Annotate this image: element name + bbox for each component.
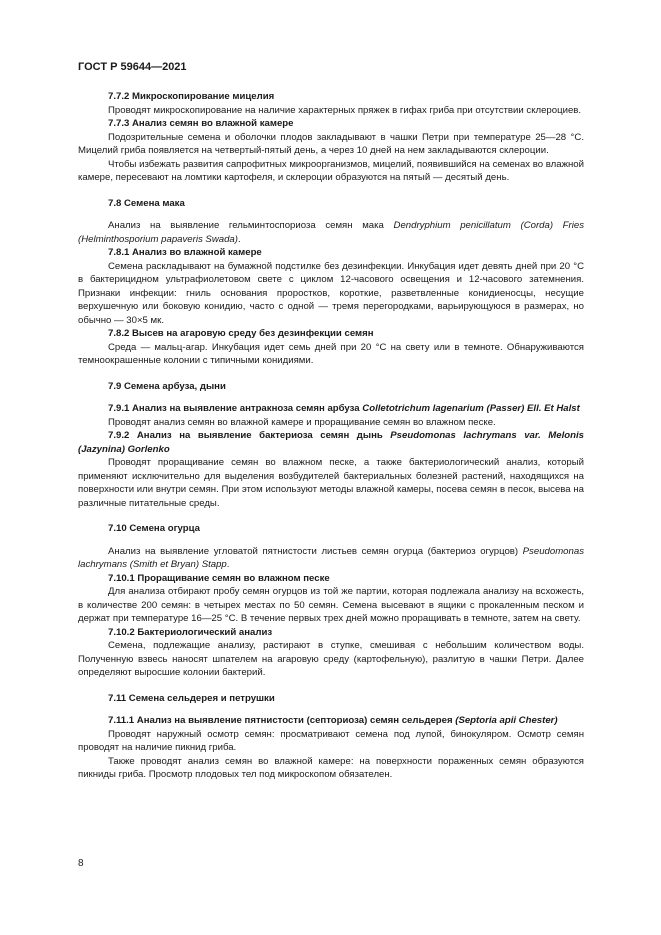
document-body <box>78 90 584 782</box>
page-number: 8 <box>78 858 84 869</box>
paragraph: Анализ на выявление гельминтоспориоза семян мака Dendryphium penicillatum (Corda) Fries (Helminthosporium papaveris Swada). <box>78 220 584 245</box>
paragraph: Семена, подлежащие анализу, растирают в ступке, смешивая с небольшим количеством воды. Полученную взвесь наносят шпателем на агаровую среду (картофельную), разлитую в чашки Петри. Далее определяют выросшие колонии бактерий. <box>78 640 584 678</box>
paragraph: Также проводят анализ семян во влажной камере: на поверхности пораженных семян образуются пикниды гриба. Просмотр плодовых тел под микроскопом обязателен. <box>78 755 584 780</box>
section-heading-7-9-1: 7.9.1 Анализ на выявление антракноза семян арбуза Colletotrichum lagenarium (Passer) Ell. Et Halst <box>108 403 580 414</box>
section-heading-7-7-3: 7.7.3 Анализ семян во влажной камере <box>108 118 294 129</box>
section-heading-7-11: 7.11 Семена сельдерея и петрушки <box>108 692 275 704</box>
paragraph: Среда — мальц-агар. Инкубация идет семь дней при 20 °С на свету или в темноте. Обнаруживаются темноокрашенные колонии с типичными конидиями. <box>78 341 584 366</box>
section-heading-7-11-1: 7.11.1 Анализ на выявление пятнистости (септориоза) семян сельдерея (Septoria apii Chester) <box>108 715 558 726</box>
section-heading-7-8-1: 7.8.1 Анализ во влажной камере <box>108 247 262 258</box>
section-heading-7-10-1: 7.10.1 Проращивание семян во влажном песке <box>108 572 330 584</box>
section-heading-7-8-2: 7.8.2 Высев на агаровую среду без дезинфекции семян <box>108 328 374 339</box>
paragraph: Анализ на выявление угловатой пятнистости листьев семян огурца (бактериоз огурцов) Pseudomonas lachrymans (Smith et Bryan) Stapp. <box>78 545 584 570</box>
paragraph: Чтобы избежать развития сапрофитных микроорганизмов, мицелий, появившийся на семенах во влажной камере, пересевают на ломтики картофеля, и склероции образуются на пятый — десятый день. <box>78 158 584 183</box>
paragraph: Проводят микроскопирование на наличие характерных пряжек в гифах гриба при отсутствии склероциев. <box>108 104 582 116</box>
paragraph: Подозрительные семена и оболочки плодов закладывают в чашки Петри при температуре 25—28 °С. Мицелий гриба появляется на четвертый-пятый день, а через 10 дней на нем закладываются склероции. <box>78 131 584 156</box>
paragraph: Проводят анализ семян во влажной камере и проращивание семян во влажном песке. <box>108 416 496 428</box>
paragraph: Семена раскладывают на бумажной подстилке без дезинфекции. Инкубация идет девять дней при 20 °С в бактерицидном ультрафиолетовом свете с циклом 12-часового освещения и 12-часового затемнения. Признаки инфекции: гниль основания проростков, короткие, разветвленные конидиеносцы, несущие верхушечную или боковую конидию, часто с одной — тремя перегородками, варьирующуюся в размерах, но обычно — 30×5 мк. <box>78 260 584 326</box>
paragraph: Для анализа отбирают пробу семян огурцов из той же партии, которая подлежала анализу на всхожесть, в количестве 200 семян: в четырех местах по 50 семян. Семена высевают в ящики с прокаленным песком и держат при температуре 16—25 °С. В течение первых трех дней можно проращивать в темноте, затем на свету. <box>78 586 584 624</box>
section-heading-7-10: 7.10 Семена огурца <box>108 523 200 534</box>
paragraph: Проводят наружный осмотр семян: просматривают семена под лупой, бинокуляром. Осмотр семян проводят на наличие пикнид гриба. <box>78 728 584 753</box>
section-heading-7-9-2: 7.9.2 Анализ на выявление бактериоза семян дынь Pseudomonas lachrymans var. Melonis (Jazynina) Gorlenko <box>78 430 584 455</box>
section-heading-7-7-2: 7.7.2 Микроскопирование мицелия <box>108 91 275 102</box>
document-header: ГОСТ Р 59644—2021 <box>78 61 187 73</box>
section-heading-7-8: 7.8 Семена мака <box>108 197 185 209</box>
section-heading-7-9: 7.9 Семена арбуза, дыни <box>108 380 226 392</box>
paragraph: Проводят проращивание семян во влажном песке, а также бактериологический анализ, который применяют исключительно для выделения возбудителей бактериальных болезней растений, находящихся на поверхности или внутри семян. При этом используют методы влажной камеры, посева семян в песок, высева на различные питательные среды. <box>78 457 584 509</box>
section-heading-7-10-2: 7.10.2 Бактериологический анализ <box>108 626 273 638</box>
